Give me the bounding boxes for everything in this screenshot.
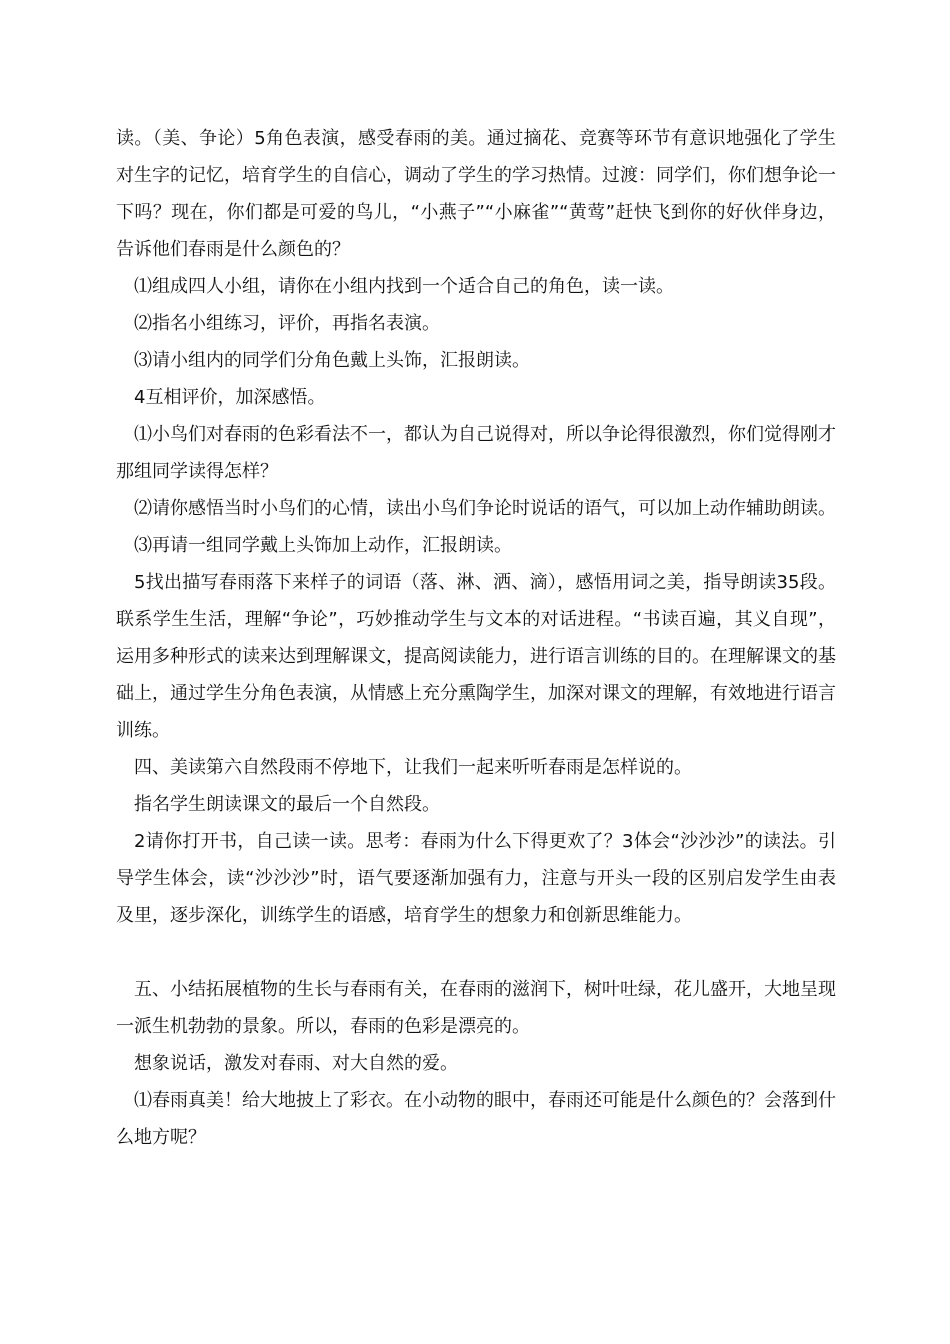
paragraph-gap xyxy=(116,934,836,971)
paragraph-step-3-report: ⑶请小组内的同学们分角色戴上头饰，汇报朗读。 xyxy=(134,350,530,371)
paragraph-mutual-evaluation: 4互相评价，加深感悟。 xyxy=(134,387,326,408)
paragraph-eval-step-3: ⑶再请一组同学戴上头饰加上动作，汇报朗读。 xyxy=(134,535,512,556)
paragraph-read-last-section: 指名学生朗读课文的最后一个自然段。 xyxy=(134,794,440,815)
paragraph-section-five: 五、小结拓展植物的生长与春雨有关，在春雨的滋润下，树叶吐绿，花儿盛开，大地呈现一派生机勃勃的景象。所以，春雨的色彩是漂亮的。 xyxy=(116,979,836,1037)
paragraph-eval-step-1: ⑴小鸟们对春雨的色彩看法不一，都认为自己说得对，所以争论得很激烈，你们觉得刚才那组同学读得怎样？ xyxy=(116,424,836,482)
paragraph-step-1-groups: ⑴组成四人小组，请你在小组内找到一个适合自己的角色，读一读。 xyxy=(134,276,674,297)
document-page xyxy=(116,120,836,1156)
paragraph-find-words: 5找出描写春雨落下来样子的词语（落、淋、洒、滴），感悟用词之美，指导朗读35段。联系学生生活，理解“争论”，巧妙推动学生与文本的对话进程。“书读百遍，其义自现”，运用多种形式的读来达到理解课文，提高阅读能力，进行语言训练的目的。在理解课文的基础上，通过学生分角色表演，从情感上充分熏陶学生，加深对课文的理解，有效地进行语言训练。 xyxy=(116,572,836,741)
paragraph-open-book: 2请你打开书，自己读一读。思考：春雨为什么下得更欢了？3体会“沙沙沙”的读法。引导学生体会，读“沙沙沙”时，语气要逐渐加强有力，注意与开头一段的区别启发学生由表及里，逐步深化，训练学生的语感，培育学生的想象力和创新思维能力。 xyxy=(116,831,836,926)
paragraph-step-2-practice: ⑵指名小组练习，评价，再指名表演。 xyxy=(134,313,440,334)
paragraph-spring-rain-beauty: ⑴春雨真美！给大地披上了彩衣。在小动物的眼中，春雨还可能是什么颜色的？会落到什么地方呢？ xyxy=(116,1090,836,1148)
paragraph-role-play-intro: 读。（美、争论）5角色表演，感受春雨的美。通过摘花、竞赛等环节有意识地强化了学生对生字的记忆，培育学生的自信心，调动了学生的学习热情。过渡：同学们，你们想争论一下吗？现在，你们都是可爱的鸟儿，“小燕子”“小麻雀”“黄莺”赶快飞到你的好伙伴身边，告诉他们春雨是什么颜色的？ xyxy=(116,128,836,260)
paragraph-eval-step-2: ⑵请你感悟当时小鸟们的心情，读出小鸟们争论时说话的语气，可以加上动作辅助朗读。 xyxy=(134,498,836,519)
paragraph-imagine-speak: 想象说话，激发对春雨、对大自然的爱。 xyxy=(134,1053,458,1074)
paragraph-section-four: 四、美读第六自然段雨不停地下，让我们一起来听听春雨是怎样说的。 xyxy=(134,757,692,778)
